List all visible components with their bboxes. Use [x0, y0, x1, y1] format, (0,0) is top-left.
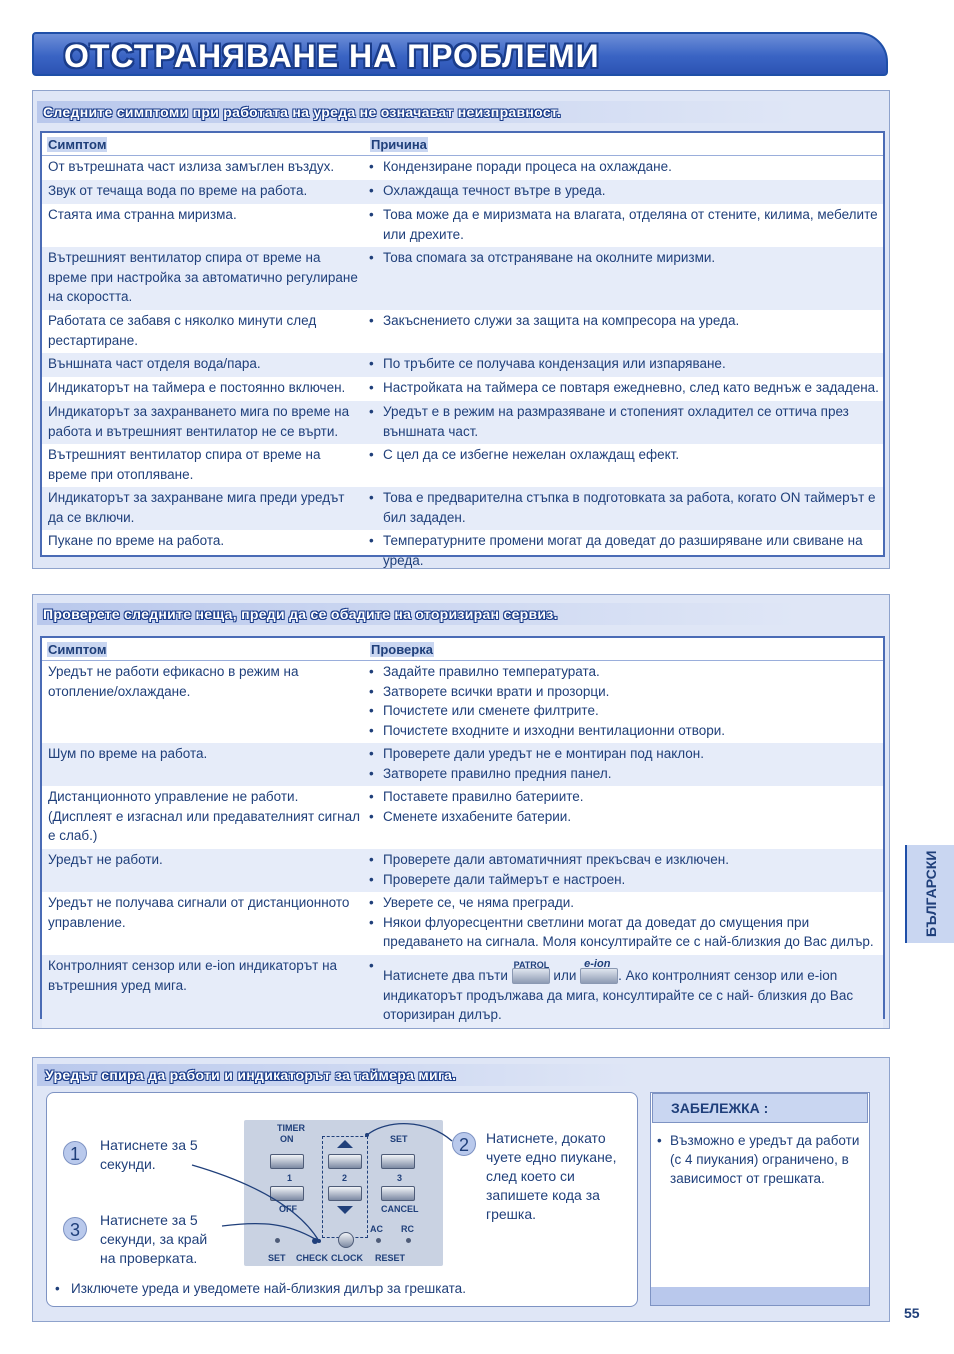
col-symptom: Симптом	[48, 137, 107, 152]
cause-item: • Настройката на таймера се повтаря ежедневно, след като веднъж е зададена.	[366, 378, 886, 398]
table-header	[42, 638, 883, 661]
section-normal-symptoms	[32, 90, 890, 569]
cause-cell	[366, 378, 886, 398]
symptom-cell: Вътрешният вентилатор спира от време на време при отопляване.	[48, 447, 321, 482]
check-cell	[366, 893, 886, 952]
cause-item: • По тръбите се получава кондензация или изпаряване.	[366, 354, 886, 374]
section-timer-blinks	[32, 1057, 890, 1322]
step-2-text: Натиснете, докато чуете едно пиукане, след което си запишете кода за грешка.	[486, 1130, 617, 1222]
language-tab	[905, 845, 954, 943]
symptom-cell: Индикаторът на таймера е постоянно включен.	[48, 380, 346, 395]
symptom-cell: Работата се забавя с няколко минути след рестартиране.	[48, 313, 317, 348]
check-item: • Сменете изхабените батерии.	[366, 807, 886, 827]
note-box	[650, 1092, 870, 1306]
cause-cell	[366, 311, 886, 331]
table-row	[42, 955, 883, 1028]
section1-heading: Следните симптоми при работата на уреда не означават неизправност.	[43, 104, 562, 120]
check-item: • Някои флуоресцентни светлини могат да доведат до смущения при предаването на сигнала. Моля консултирайте се с най-близкия до Вас дилър.	[366, 913, 886, 952]
num-2-label: 2	[342, 1173, 348, 1183]
check-cell	[366, 956, 886, 1025]
table-row	[42, 353, 883, 377]
num-1-label: 1	[287, 1173, 293, 1183]
symptom-cell: Уредът не получава сигнали от дистанционното управление.	[48, 895, 350, 930]
cause-item: • Температурните промени могат да доведат до разширяване или свиване на уреда.	[366, 531, 886, 570]
table-row	[42, 204, 883, 247]
symptom-cell: От вътрешната част излиза замъглен въздух.	[48, 159, 335, 174]
callout-lines	[47, 1093, 639, 1308]
symptom-cell: Шум по време на работа.	[48, 746, 208, 761]
symptom-cell: Звук от течаща вода по време на работа.	[48, 183, 308, 198]
section2-heading: Проверете следните неща, преди да се обадите на оторизиран сервиз.	[43, 606, 558, 622]
cause-cell	[366, 402, 886, 441]
check-item: • Уверете се, че няма прегради.	[366, 893, 886, 913]
cause-cell	[366, 205, 886, 244]
check-item: • Почистете или сменете филтрите.	[366, 701, 886, 721]
title-banner	[32, 32, 888, 76]
symptom-cell: Външната част отделя вода/пара.	[48, 356, 261, 371]
cause-cell	[366, 181, 886, 201]
symptom-cell: Индикаторът за захранването мига по време на работа и вътрешният вентилатор не се върти.	[48, 404, 350, 439]
step-1-text: Натиснете за 5 секунди.	[100, 1137, 198, 1172]
table-body	[42, 156, 883, 573]
step-3-text: Натиснете за 5 секунди, за край на проверката.	[100, 1212, 208, 1266]
table-row	[42, 377, 883, 401]
step-2-circle: 2	[452, 1132, 476, 1156]
num-3-label: 3	[397, 1173, 403, 1183]
table-row	[42, 401, 883, 444]
symptom-cell: Вътрешният вентилатор спира от време на време при настройка за автоматично регулиране на скоростта.	[48, 250, 358, 304]
table-row	[42, 487, 883, 530]
table-row	[42, 180, 883, 204]
check-item: • Проверете дали автоматичният прекъсвач е изключен.	[366, 850, 886, 870]
table-body	[42, 661, 883, 1028]
check-item: • Проверете дали таймерът е настроен.	[366, 870, 886, 890]
cause-item: • С цел да се избегне нежелан охлаждащ ефект.	[366, 445, 886, 465]
col-check: Проверка	[371, 642, 433, 657]
check-cell	[366, 662, 886, 740]
table-row	[42, 661, 883, 743]
cause-cell	[366, 354, 886, 374]
final-instruction: • Изключете уреда и уведомете най-близкия дилър за грешката.	[55, 1281, 466, 1296]
symptom-cell: Стаята има странна миризма.	[48, 207, 237, 222]
procedure-box	[46, 1092, 638, 1307]
eion-label: e-ion	[584, 958, 611, 971]
off-label: OFF	[279, 1204, 297, 1214]
page-title: ОТСТРАНЯВАНЕ НА ПРОБЛЕМИ	[64, 38, 600, 74]
step-3-circle: 3	[63, 1217, 87, 1241]
set-top-label: SET	[390, 1134, 408, 1144]
table-row	[42, 849, 883, 892]
table-row	[42, 892, 883, 955]
col-cause: Причина	[371, 137, 427, 152]
check-item: • Затворете всички врати и прозорци.	[366, 682, 886, 702]
cause-item: • Закъснението служи за защита на компресора на уреда.	[366, 311, 886, 331]
patrol-button-icon	[512, 960, 550, 984]
cause-item: • Уредът е в режим на размразяване и стопеният охладител се оттича през външната част.	[366, 402, 886, 441]
cause-item: • Това е предварителна стъпка в подготовката за работа, когато ON таймерът е бил зададен.	[366, 488, 886, 527]
check-label: CHECK	[296, 1253, 329, 1263]
cause-cell	[366, 445, 886, 465]
symptom-cell: Пукане по време на работа.	[48, 533, 225, 548]
cause-item: • Охлаждаща течност вътре в уреда.	[366, 181, 886, 201]
check-item: • Проверете дали уредът не е монтиран под наклон.	[366, 744, 886, 764]
cancel-label: CANCEL	[381, 1204, 419, 1214]
cause-cell	[366, 248, 886, 268]
table-row	[42, 786, 883, 849]
check-item: • Почистете входните и изходни вентилационни отвори.	[366, 721, 886, 741]
cause-cell	[366, 531, 886, 570]
check-text-or: или	[553, 968, 577, 983]
checks-table	[40, 636, 885, 1022]
set-label: SET	[268, 1253, 286, 1263]
symptom-cell: Индикаторът за захранване мига преди уредът да се включи.	[48, 490, 345, 525]
check-item: • Затворете правилно предния панел.	[366, 764, 886, 784]
symptom-cell: Уредът не работи.	[48, 852, 163, 867]
cause-item: • Това може да е миризмата на влагата, отделяна от стените, килима, мебелите или дрехите.	[366, 205, 886, 244]
table-row	[42, 156, 883, 180]
patrol-label: PATROL	[513, 960, 550, 971]
symptom-cell: Контролният сензор или e-ion индикаторът на вътрешния уред мига.	[48, 958, 338, 993]
check-cell	[366, 787, 886, 826]
check-item: • Поставете правилно батериите.	[366, 787, 886, 807]
table-row	[42, 530, 883, 573]
table-row	[42, 310, 883, 353]
check-item: • Задайте правилно температурата.	[366, 662, 886, 682]
check-text-post: . Ако контролният сензор или e-ion индикаторът продължава да мига, консултирайте се с най- близкия до Вас оторизиран дилър.	[383, 968, 854, 1022]
check-item	[366, 956, 886, 1025]
page-number: 55	[904, 1305, 920, 1321]
cause-item: • Това спомага за отстраняване на околните миризми.	[366, 248, 886, 268]
cause-cell	[366, 488, 886, 527]
symptoms-table	[40, 131, 885, 568]
check-cell	[366, 850, 886, 889]
note-text: • Възможно е уредът да работи (с 4 пиукания) ограничено, в зависимост от грешката.	[657, 1133, 860, 1186]
eion-button-icon	[580, 958, 618, 984]
ac-label: AC	[370, 1224, 383, 1234]
section-service-checks	[32, 594, 890, 1029]
step-1-circle: 1	[63, 1141, 87, 1165]
table-row	[42, 247, 883, 310]
symptom-cell: Дистанционното управление не работи. (Дисплеят е изгаснал или предавателният сигнал е слаб.)	[48, 789, 360, 843]
table-row	[42, 743, 883, 786]
timer-label: TIMER	[277, 1123, 305, 1133]
table-header	[42, 133, 883, 156]
clock-label: CLOCK	[331, 1253, 363, 1263]
note-title: ЗАБЕЛЕЖКА :	[652, 1093, 868, 1123]
cause-item: • Кондензиране поради процеса на охлаждане.	[366, 157, 886, 177]
rc-label: RC	[401, 1224, 414, 1234]
language-label: БЪЛГАРСКИ	[923, 850, 939, 937]
table-row	[42, 444, 883, 487]
check-text-pre: Натиснете два пъти	[383, 968, 508, 983]
section3-heading: Уредът спира да работи и индикаторът за таймера мига.	[45, 1067, 457, 1083]
check-cell	[366, 744, 886, 783]
cause-cell	[366, 157, 886, 177]
on-label: ON	[280, 1134, 294, 1144]
symptom-cell: Уредът не работи ефикасно в режим на отопление/охлаждане.	[48, 664, 299, 699]
reset-label: RESET	[375, 1253, 406, 1263]
col-symptom: Симптом	[48, 642, 107, 657]
